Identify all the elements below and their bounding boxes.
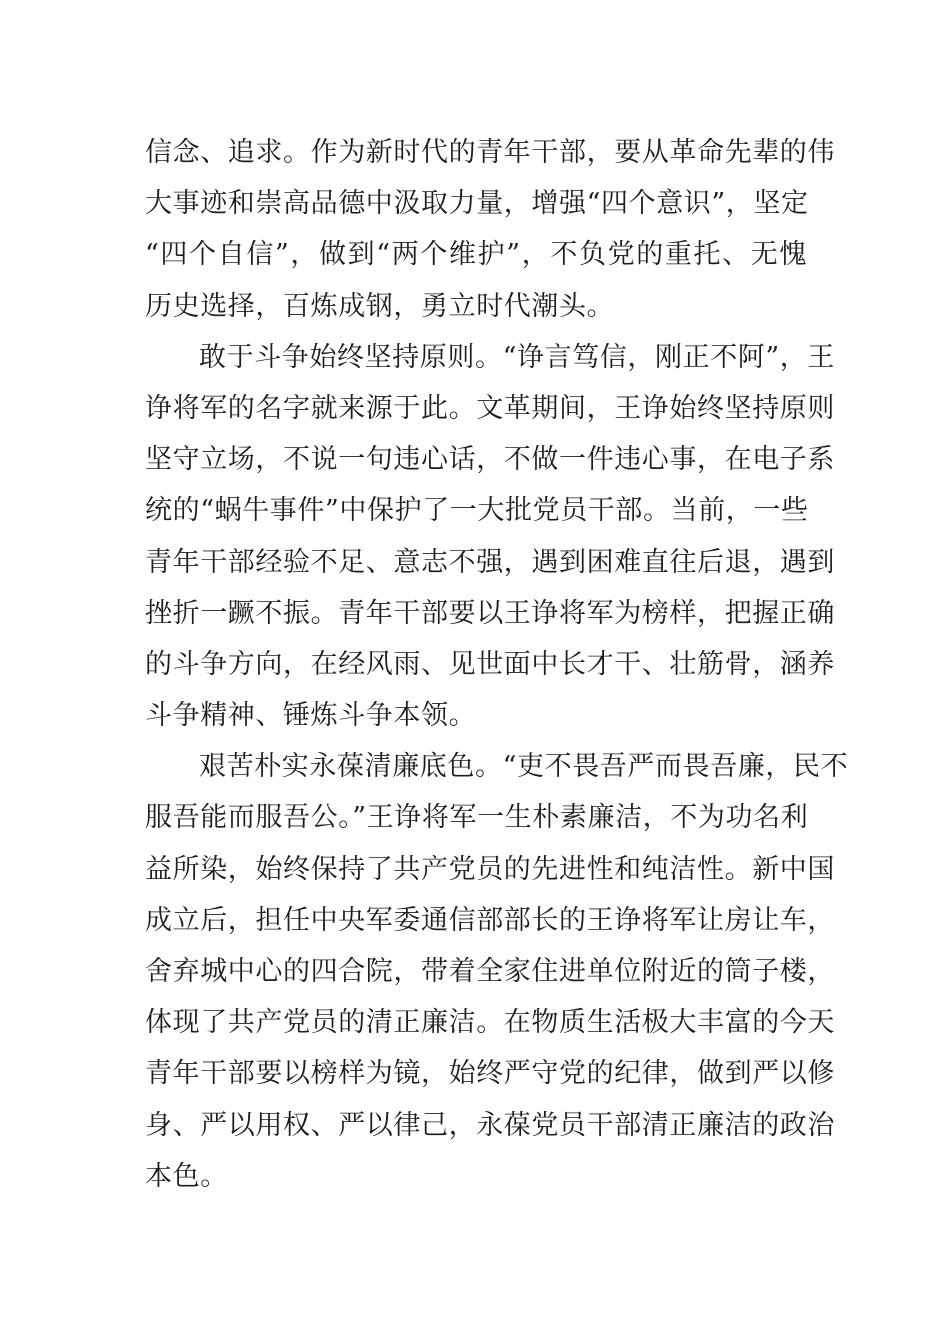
text-line: “四个自信”，做到“两个维护”，不负党的重托、无愧 [145,239,807,271]
document-body [145,127,849,1202]
text-line: 舍弃城中心的四合院，带着全家住进单位附近的筒子楼， [145,956,835,987]
text-line: 的斗争方向，在经风雨、见世面中长才干、壮筋骨，涵养 [145,648,835,680]
paragraph-3 [145,741,849,1202]
paragraph-2 [145,332,836,742]
text-line: 益所染，始终保持了共产党员的先进性和纯洁性。新中国 [145,853,835,885]
text-line: 青年干部经验不足、意志不强，遇到困难直往后退，遇到 [145,546,835,578]
text-line: 斗争精神、锤炼斗争本领。 [145,700,477,732]
text-line: 统的“蜗牛事件”中保护了一大批党员干部。当前，一些 [145,495,809,527]
text-line: 本色。 [145,1160,228,1192]
text-line: 敢于斗争始终坚持原则。“诤言笃信，刚正不阿”，王 [199,341,836,373]
text-line: 艰苦朴实永葆清廉底色。“吏不畏吾严而畏吾廉，民不 [199,751,849,783]
text-line: 历史选择，百炼成钢，勇立时代潮头。 [145,290,615,322]
text-line: 成立后，担任中央军委通信部部长的王诤将军让房让车， [145,904,835,936]
text-line: 青年干部要以榜样为镜，始终严守党的纪律，做到严以修 [145,1058,835,1090]
text-line: 诤将军的名字就来源于此。文革期间，王诤始终坚持原则 [145,392,835,424]
text-line: 信念、追求。作为新时代的青年干部，要从革命先辈的伟 [145,137,835,168]
text-line: 挫折一蹶不振。青年干部要以王诤将军为榜样，把握正确 [145,597,835,629]
text-line: 体现了共产党员的清正廉洁。在物质生活极大丰富的今天 [145,1007,835,1039]
paragraph-1 [145,127,835,332]
text-line: 坚守立场，不说一句违心话，不做一件违心事，在电子系 [145,444,835,476]
text-line: 服吾能而服吾公。”王诤将军一生朴素廉洁，不为功名利 [145,802,809,834]
text-line: 大事迹和崇高品德中汲取力量，增强“四个意识”，坚定 [145,188,809,220]
text-line: 身、严以用权、严以律己，永葆党员干部清正廉洁的政治 [145,1109,835,1141]
